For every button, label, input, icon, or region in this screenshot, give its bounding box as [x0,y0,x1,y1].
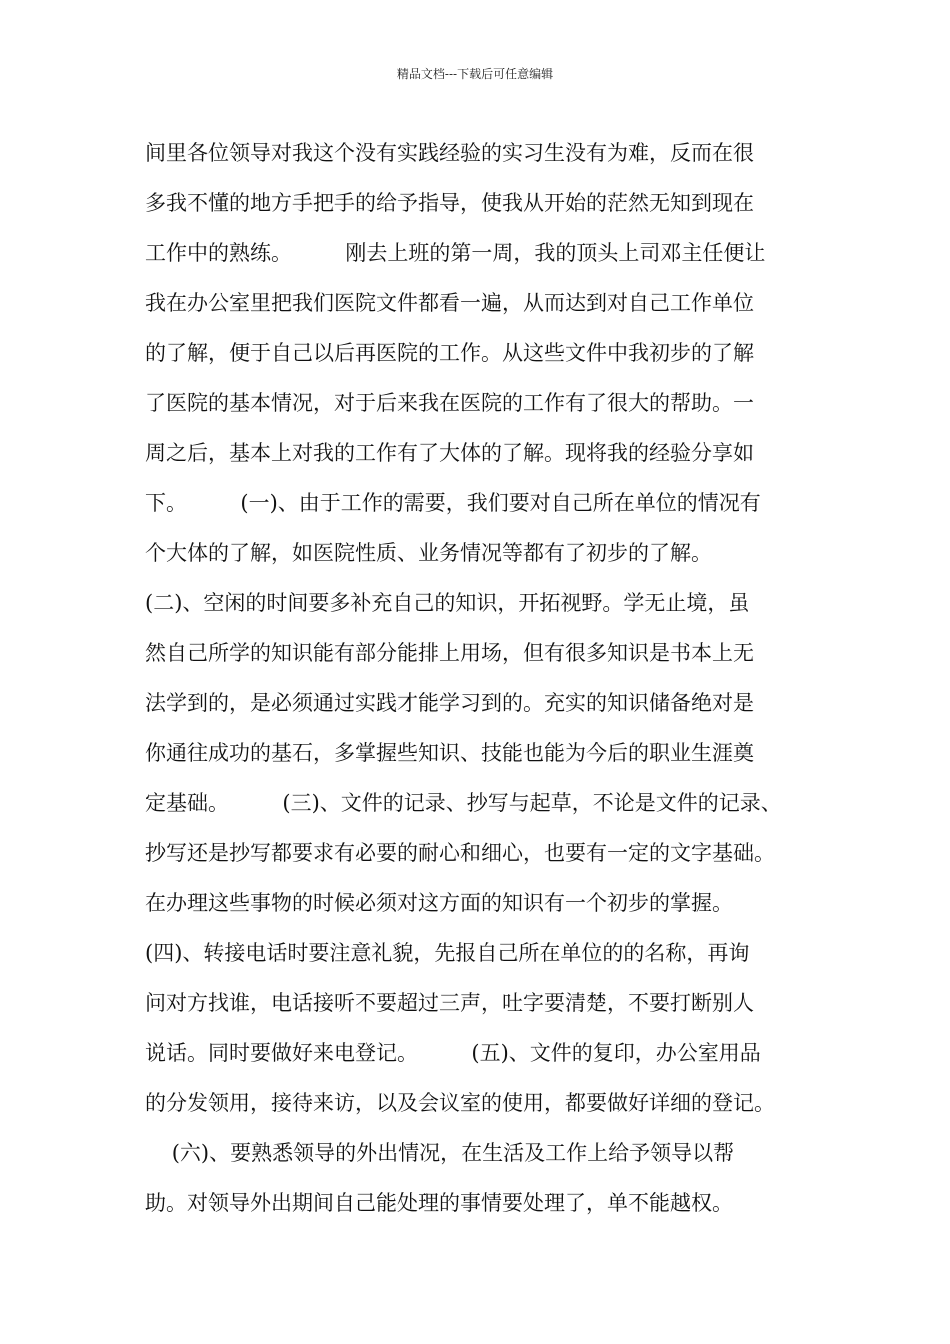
body-line: 了医院的基本情况，对于后来我在医院的工作有了很大的帮助。一 [145,391,754,415]
body-line: 多我不懂的地方手把手的给予指导，使我从开始的茫然无知到现在 [145,191,754,215]
body-line: 你通往成功的基石，多掌握些知识、技能也能为今后的职业生涯奠 [145,741,754,765]
body-line: 抄写还是抄写都要求有必要的耐心和细心，也要有一定的文字基础。 [145,841,775,865]
body-line: (四)、转接电话时要注意礼貌，先报自己所在单位的的名称，再询 [145,941,750,965]
body-line: 工作中的熟练。 刚去上班的第一周，我的顶头上司邓主任便让 [145,241,766,265]
body-line: 助。对领导外出期间自己能处理的事情要处理了，单不能越权。 [145,1191,733,1215]
document-body [145,128,845,1228]
body-line: 然自己所学的知识能有部分能排上用场，但有很多知识是书本上无 [145,641,754,665]
body-line: 我在办公室里把我们医院文件都看一遍，从而达到对自己工作单位 [145,291,754,315]
page-header: 精品文档---下载后可任意编辑 [396,67,554,81]
body-line: 的了解，便于自己以后再医院的工作。从这些文件中我初步的了解 [145,341,754,365]
body-line: (二)、空闲的时间要多补充自己的知识，开拓视野。学无止境，虽 [145,591,750,615]
body-line: 在办理这些事物的时候必须对这方面的知识有一个初步的掌握。 [145,891,733,915]
body-line: 问对方找谁，电话接听不要超过三声，吐字要清楚，不要打断别人 [145,991,754,1015]
body-line: 法学到的，是必须通过实践才能学习到的。充实的知识储备绝对是 [145,691,754,715]
body-line: 定基础。 (三)、文件的记录、抄写与起草，不论是文件的记录、 [145,791,782,815]
body-line: 间里各位领导对我这个没有实践经验的实习生没有为难，反而在很 [145,141,754,165]
body-line: 下。 (一)、由于工作的需要，我们要对自己所在单位的情况有 [145,491,761,515]
body-line: (六)、要熟悉领导的外出情况，在生活及工作上给予领导以帮 [145,1141,735,1165]
body-line: 周之后，基本上对我的工作有了大体的了解。现将我的经验分享如 [145,441,754,465]
body-line: 说话。同时要做好来电登记。 (五)、文件的复印，办公室用品 [145,1041,761,1065]
body-line: 的分发领用，接待来访，以及会议室的使用，都要做好详细的登记。 [145,1091,775,1115]
body-line: 个大体的了解，如医院性质、业务情况等都有了初步的了解。 [145,541,712,565]
